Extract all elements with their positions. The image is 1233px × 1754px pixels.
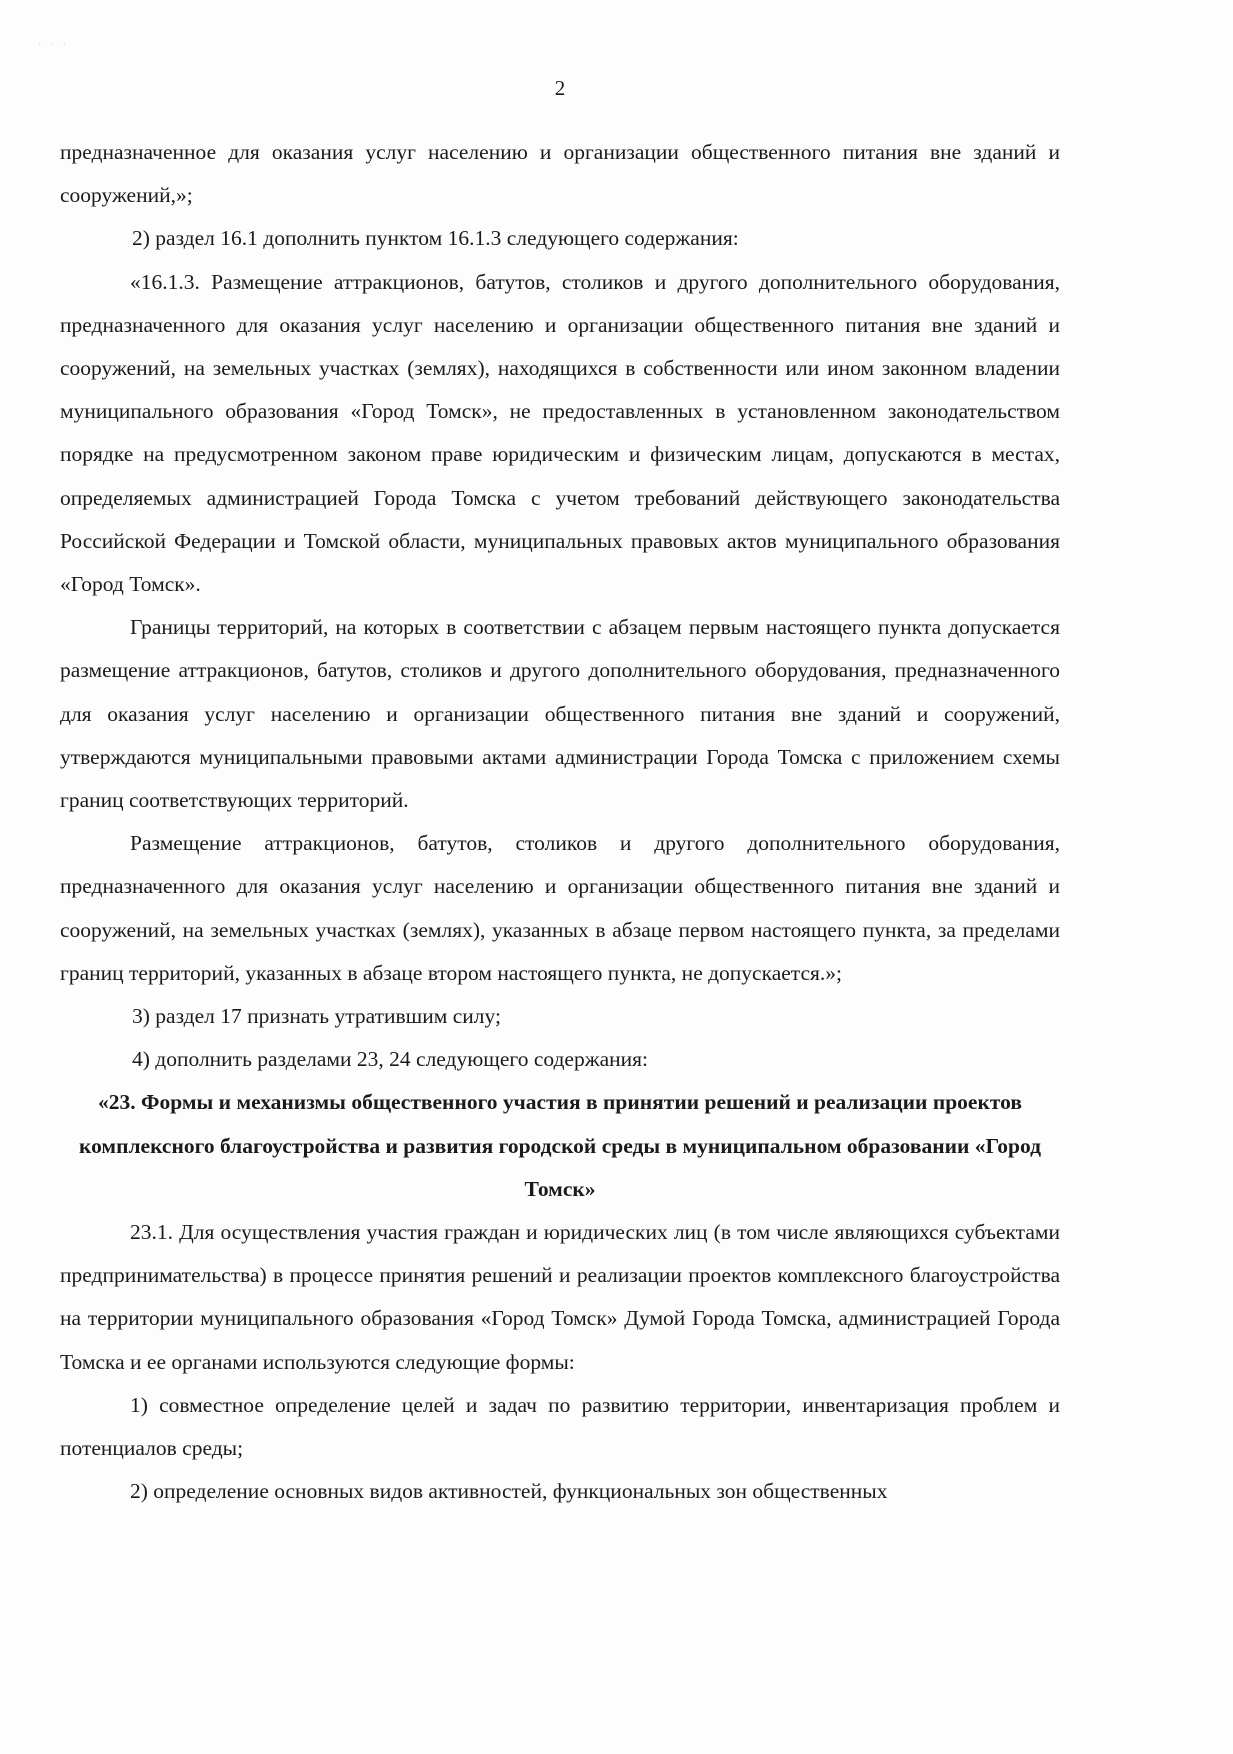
document-body xyxy=(60,131,1060,1514)
list-item-2: 2) раздел 16.1 дополнить пунктом 16.1.3 следующего содержания: xyxy=(132,226,739,251)
list-item-4: 4) дополнить разделами 23, 24 следующего содержания: xyxy=(132,1047,648,1072)
paragraph-placement: Размещение аттракционов, батутов, столиков и другого дополнительного оборудования, предназначенного для оказания услуг населению и организации общественного питания вне зданий и сооружений, на земельных участках (землях), указанных в абзаце первом настоящего пункта, за пределами границ территорий, указанных в абзаце втором настоящего пункта, не допускается.»; xyxy=(60,831,1060,985)
paragraph-16-1-3: «16.1.3. Размещение аттракционов, батутов, столиков и другого дополнительного оборудования, предназначенного для оказания услуг населению и организации общественного питания вне зданий и сооружений, на земельных участках (землях), находящихся в собственности или ином законном владении муниципального образования «Город Томск», не предоставленных в установленном законодательством порядке на предусмотренном законом праве юридическим и физическим лицам, допускаются в местах, определяемых администрацией Города Томска с учетом требований действующего законодательства Российской Федерации и Томской области, муниципальных правовых актов муниципального образования «Город Томск». xyxy=(60,269,1060,597)
scan-artifact: · · · xyxy=(38,40,69,51)
paragraph-23-1: 23.1. Для осуществления участия граждан и юридических лиц (в том числе являющихся субъектами предпринимательства) в процессе принятия решений и реализации проектов комплексного благоустройства на территории муниципального образования «Город Томск» Думой Города Томска, администрацией Города Томска и ее органами используются следующие формы: xyxy=(60,1220,1060,1374)
list-item-3: 3) раздел 17 признать утратившим силу; xyxy=(132,1004,501,1029)
paragraph-boundaries: Границы территорий, на которых в соответствии с абзацем первым настоящего пункта допускается размещение аттракционов, батутов, столиков и другого дополнительного оборудования, предназначенного для оказания услуг населению и организации общественного питания вне зданий и сооружений, утверждаются муниципальными правовыми актами администрации Города Томска с приложением схемы границ соответствующих территорий. xyxy=(60,615,1060,813)
paragraph-form-2: 2) определение основных видов активностей, функциональных зон общественных xyxy=(130,1479,888,1504)
paragraph-continuation: предназначенное для оказания услуг населению и организации общественного питания вне зданий и сооружений,»; xyxy=(60,140,1060,208)
section-23-heading: «23. Формы и механизмы общественного участия в принятии решений и реализации проектов комплексного благоустройства и развития городской среды в муниципальном образовании «Город Томск» xyxy=(78,1090,1042,1201)
page-number: 2 xyxy=(554,76,566,100)
paragraph-form-1: 1) совместное определение целей и задач по развитию территории, инвентаризация проблем и потенциалов среды; xyxy=(60,1392,1060,1461)
